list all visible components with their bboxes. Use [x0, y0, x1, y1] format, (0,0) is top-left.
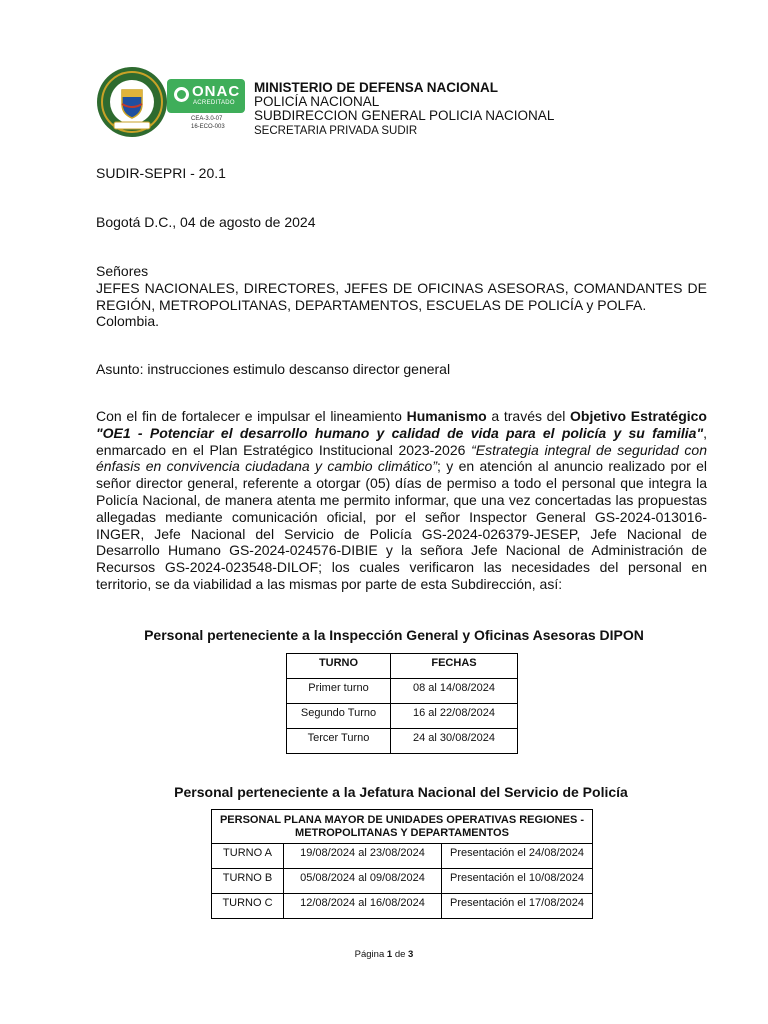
- subject-line: Asunto: instrucciones estimulo descanso director general: [96, 361, 451, 377]
- onac-subtitle: ACREDITADO: [193, 100, 235, 106]
- table-header-row: [287, 654, 518, 679]
- column-header-fechas: FECHAS: [391, 654, 518, 679]
- body-text-3: , enmarcado en el Plan Estratégico Institucional 2023-2026: [96, 424, 707, 458]
- turn-cell: TURNO B: [212, 869, 284, 894]
- turn-cell: Primer turno: [287, 679, 391, 704]
- date-line: Bogotá D.C., 04 de agosto de 2024: [96, 214, 316, 230]
- body-text-1: Con el fin de fortalecer e impulsar el lineamiento: [96, 408, 407, 424]
- header-secretariat: SECRETARIA PRIVADA SUDIR: [254, 125, 418, 137]
- page-word: Página: [354, 949, 385, 960]
- certification-code-1: CEA-3.0-07: [191, 116, 223, 122]
- certification-code-2: 16-ECO-003: [191, 124, 225, 130]
- table-row: [287, 679, 518, 704]
- salutation: Señores: [96, 263, 149, 279]
- table-row: [212, 894, 593, 919]
- page-footer: [0, 949, 768, 960]
- presentation-cell: Presentación el 10/08/2024: [442, 869, 593, 894]
- turn-cell: Segundo Turno: [287, 704, 391, 729]
- recipients-block: [96, 263, 707, 330]
- table-row: [212, 844, 593, 869]
- column-header-turno: TURNO: [287, 654, 391, 679]
- date-range-cell: 05/08/2024 al 09/08/2024: [284, 869, 442, 894]
- table-row: [287, 704, 518, 729]
- date-range-cell: 12/08/2024 al 16/08/2024: [284, 894, 442, 919]
- body-objective-title: "OE1 - Potenciar el desarrollo humano y calidad de vida para el policía y su familia": [96, 424, 704, 441]
- table-row: [212, 869, 593, 894]
- page-of: de: [394, 949, 406, 960]
- dates-cell: 08 al 14/08/2024: [391, 679, 518, 704]
- body-text-2: a través del: [486, 408, 571, 424]
- table-header-row: [212, 810, 593, 844]
- body-bold-objetivo: Objetivo Estratégico: [570, 408, 707, 424]
- dates-cell: 16 al 22/08/2024: [391, 704, 518, 729]
- body-text-4: ; y en atención al anuncio realizado por el señor director general, referente a otorgar (05) días de permiso a todo el personal que integra la Policía Nacional, de manera atenta me permito informar, que una vez concertadas las propuestas allegadas mediante comunicación oficial, por el señor Inspector General GS-2024-013016-INGER, Jefe Nacional del Servicio de Policía GS-2024-026379-JESEP, Jefe Nacional de Desarrollo Humano GS-2024-024576-DIBIE y la señora Jefe Nacional de Administración de Recursos GS-2024-023548-DILOF; los cuales verificaron las necesidades del personal en territorio, se da viabilidad a las mismas por parte de esta Subdirección, así:: [96, 458, 707, 592]
- section2-title: Personal perteneciente a la Jefatura Nacional del Servicio de Policía: [174, 784, 628, 800]
- body-bold-humanismo: Humanismo: [406, 408, 487, 424]
- table-row: [287, 729, 518, 754]
- header-police: POLICÍA NACIONAL: [254, 94, 380, 109]
- body-strategy-title: “Estrategia integral de seguridad con énfasis en convivencia ciudadana y cambio climático”: [96, 441, 707, 475]
- onac-ring-icon: [174, 87, 189, 102]
- operational-units-table: [211, 809, 593, 919]
- turn-schedule-table: [286, 653, 518, 754]
- recipients-list: JEFES NACIONALES, DIRECTORES, JEFES DE OFICINAS ASESORAS, COMANDANTES DE REGIÓN, METROPOLITANAS, DEPARTAMENTOS, ESCUELAS DE POLICÍA y POLFA.: [96, 279, 707, 313]
- police-seal-icon: [96, 66, 168, 138]
- body-paragraph: [96, 408, 707, 593]
- header-subdirection: SUBDIRECCION GENERAL POLICIA NACIONAL: [254, 108, 555, 123]
- dates-cell: 24 al 30/08/2024: [391, 729, 518, 754]
- presentation-cell: Presentación el 17/08/2024: [442, 894, 593, 919]
- turn-cell: TURNO A: [212, 844, 284, 869]
- presentation-cell: Presentación el 24/08/2024: [442, 844, 593, 869]
- header-ministry: MINISTERIO DE DEFENSA NACIONAL: [254, 80, 499, 95]
- turn-cell: TURNO C: [212, 894, 284, 919]
- page-total: 3: [408, 949, 414, 960]
- recipients-country: Colombia.: [96, 313, 160, 330]
- onac-word: ONAC: [192, 83, 241, 100]
- turn-cell: Tercer Turno: [287, 729, 391, 754]
- operational-units-header: PERSONAL PLANA MAYOR DE UNIDADES OPERATIVAS REGIONES - METROPOLITANAS Y DEPARTAMENTOS: [212, 810, 593, 844]
- page-current: 1: [386, 949, 393, 960]
- date-range-cell: 19/08/2024 al 23/08/2024: [284, 844, 442, 869]
- section1-title: Personal perteneciente a la Inspección General y Oficinas Asesoras DIPON: [144, 627, 644, 643]
- reference-code: SUDIR-SEPRI - 20.1: [96, 165, 226, 181]
